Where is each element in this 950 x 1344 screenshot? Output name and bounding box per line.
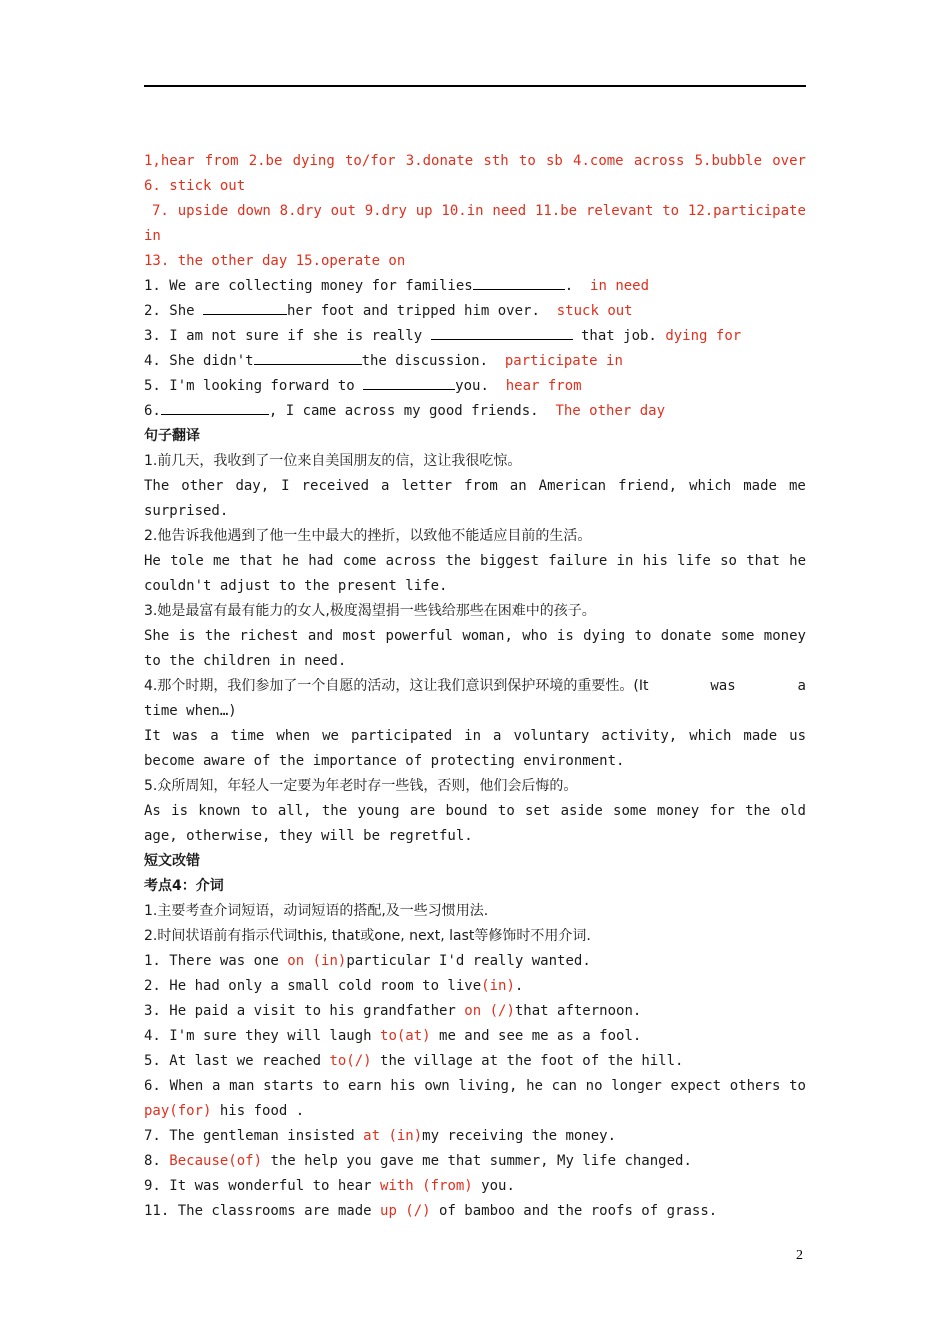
translation-5-chinese: 5.众所周知，年轻人一定要为年老时存一些钱，否则，他们会后悔的。: [144, 778, 578, 794]
translation-2-english-cont: couldn't adjust to the present life.: [144, 578, 448, 594]
correction-heading: 短文改错: [144, 853, 200, 869]
correction-item-1: 1. There was one on (in)particular I'd really wanted.: [144, 953, 591, 969]
answer-line-3: 7. upside down 8.dry out 9.dry up 10.in need 11.be relevant to 12.participate: [152, 203, 806, 219]
correction-item-6: 6. When a man starts to earn his own living, he can no longer expect others to: [144, 1078, 806, 1094]
answer-line-2: 6. stick out: [144, 178, 246, 194]
page-number: 2: [796, 1248, 803, 1263]
vocab-row-13-14: [144, 124, 806, 149]
translation-3-english: She is the richest and most powerful woman, who is dying to donate some money: [144, 628, 806, 644]
translation-5-english-cont: age, otherwise, they will be regretful.: [144, 828, 473, 844]
correction-item-3: 3. He paid a visit to his grandfather on (/)that afternoon.: [144, 1003, 642, 1019]
fill-blank-2[interactable]: [203, 300, 287, 315]
translation-1-english-cont: surprised.: [144, 503, 229, 519]
fill-blank-6[interactable]: [161, 400, 269, 415]
translation-3-english-cont: to the children in need.: [144, 653, 347, 669]
correction-item-6-cont: pay(for) his food .: [144, 1103, 305, 1119]
fill-answer-2: stuck out: [556, 303, 633, 319]
correction-item-4: 4. I'm sure they will laugh to(at) me and see me as a fool.: [144, 1028, 642, 1044]
fill-answer-4: participate in: [504, 353, 623, 369]
fill-item-4: 4. She didn't the discussion. participate in: [144, 349, 806, 374]
correction-item-11: 11. The classrooms are made up (/) of bamboo and the roofs of grass.: [144, 1203, 718, 1219]
correction-item-7: 7. The gentleman insisted at (in)my receiving the money.: [144, 1128, 617, 1144]
fill-item-6: 6. , I came across my good friends. The other day: [144, 399, 806, 424]
translation-1-chinese: 1.前几天，我收到了一位来自美国朋友的信，这让我很吃惊。: [144, 453, 522, 469]
correction-item-9: 9. It was wonderful to hear with (from) you.: [144, 1178, 515, 1194]
translation-4-chinese-cont: time when…): [144, 703, 237, 719]
answer-line-5: 13. the other day 15.operate on: [144, 253, 406, 269]
translation-3-chinese: 3.她是最富有最有能力的女人,极度渴望捐一些钱给那些在困难中的孩子。: [144, 603, 596, 619]
fill-blank-1[interactable]: [473, 275, 565, 290]
translation-2-english: He tole me that he had come across the biggest failure in his life so that he: [144, 553, 806, 569]
answer-line-1: 1,hear from 2.be dying to/for 3.donate sth to sb 4.come across 5.bubble over: [144, 153, 806, 169]
correction-note-2: 2.时间状语前有指示代词this, that或one, next, last等修饰时不用介词.: [144, 928, 591, 944]
correction-item-2: 2. He had only a small cold room to live(in).: [144, 978, 524, 994]
translation-heading: 句子翻译: [144, 428, 200, 444]
translation-1-english: The other day, I received a letter from an American friend, which made me: [144, 478, 806, 494]
fill-answer-5: hear from: [505, 378, 582, 394]
translation-4-english: It was a time when we participated in a voluntary activity, which made us: [144, 728, 806, 744]
translation-2-chinese: 2.他告诉我他遇到了他一生中最大的挫折，以致他不能适应目前的生活。: [144, 528, 592, 544]
fill-item-3: 3. I am not sure if she is really that job. dying for: [144, 324, 806, 349]
translation-4-chinese: 4.那个时期，我们参加了一个自愿的活动，这让我们意识到保护环境的重要性。(It was a: [144, 678, 806, 694]
correction-item-5: 5. At last we reached to(/) the village at the foot of the hill.: [144, 1053, 684, 1069]
fill-item-1: 1. We are collecting money for families . in need: [144, 274, 806, 299]
fill-item-2: 2. She her foot and tripped him over. stuck out: [144, 299, 806, 324]
translation-5-english: As is known to all, the young are bound to set aside some money for the old: [144, 803, 806, 819]
document-body: [144, 124, 806, 1224]
fill-answer-6: The other day: [555, 403, 666, 419]
translation-4-english-cont: become aware of the importance of protecting environment.: [144, 753, 625, 769]
fill-blank-3[interactable]: [431, 325, 573, 340]
correction-note-1: 1.主要考查介词短语，动词短语的搭配,及一些习惯用法.: [144, 903, 489, 919]
answer-line-4: in: [144, 228, 161, 244]
correction-subheading: 考点4：介词: [144, 878, 224, 894]
fill-blank-4[interactable]: [254, 350, 362, 365]
header-rule: [144, 85, 806, 87]
fill-answer-1: in need: [590, 278, 650, 294]
fill-item-5: 5. I'm looking forward to you. hear from: [144, 374, 806, 399]
correction-item-8: 8. Because(of) the help you gave me that summer, My life changed.: [144, 1153, 692, 1169]
fill-blank-5[interactable]: [363, 375, 455, 390]
fill-answer-3: dying for: [665, 328, 742, 344]
